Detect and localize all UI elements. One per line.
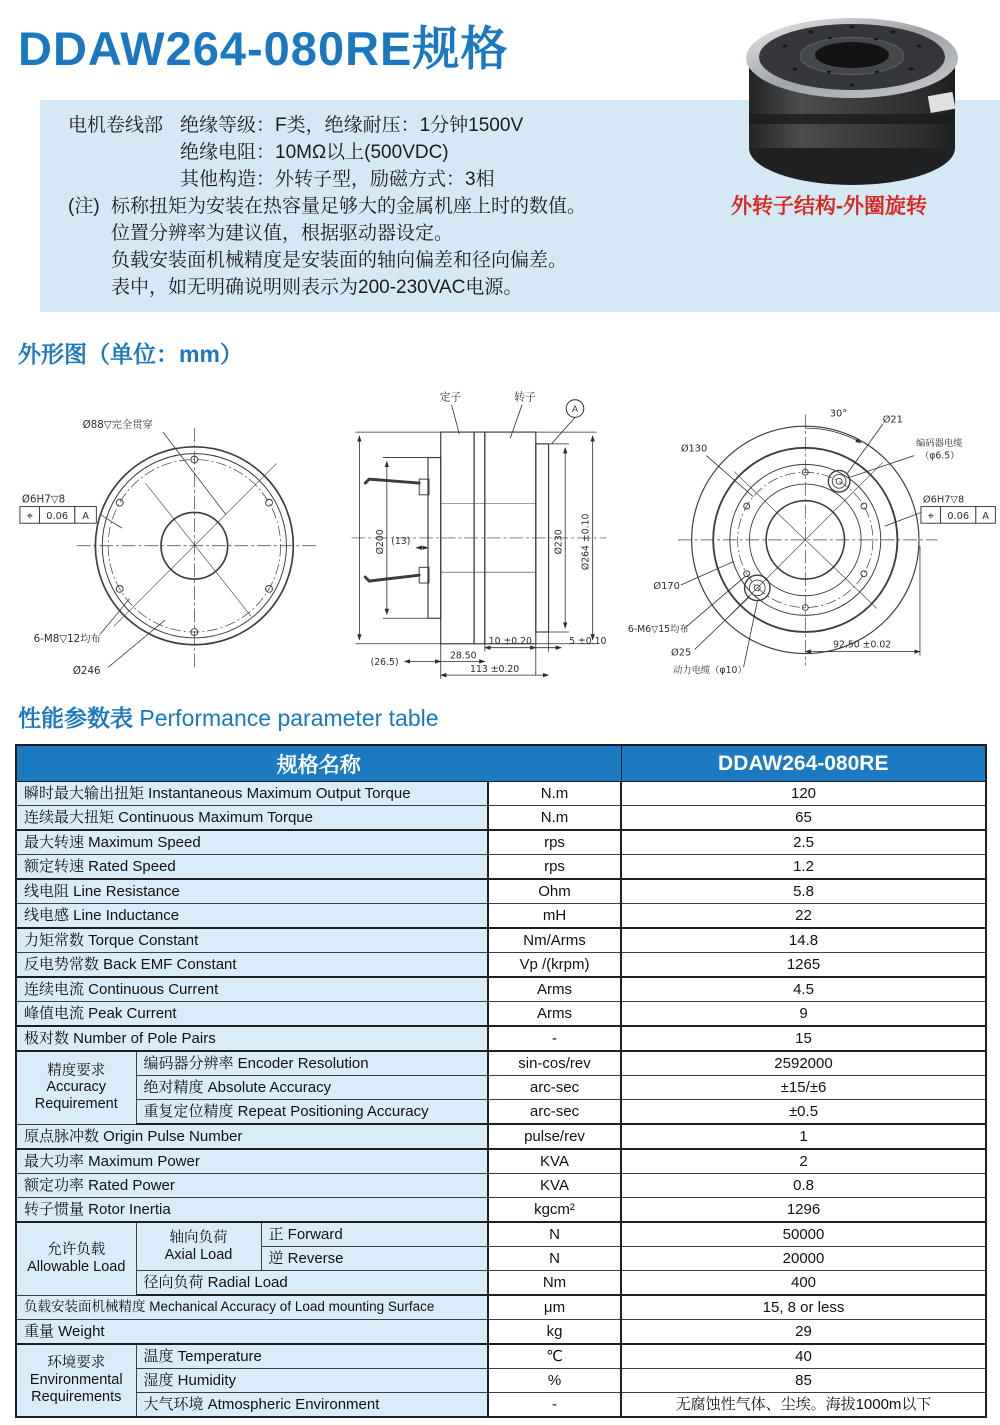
note-line — [68, 193, 586, 220]
table-row — [16, 1393, 986, 1418]
value-cell: 1265 — [621, 953, 986, 978]
value-cell: 2 — [621, 1149, 986, 1174]
header-model-column: DDAW264-080RE — [621, 745, 986, 782]
side-dia230: Ø230 — [552, 529, 564, 555]
side-d10: 10 ±0.20 — [488, 636, 532, 648]
table-row — [16, 830, 986, 855]
value-cell: 1296 — [621, 1198, 986, 1223]
table-row — [16, 782, 986, 806]
unit-cell: - — [488, 1026, 621, 1051]
value-cell: 40 — [621, 1344, 986, 1369]
param-name-cell: 额定功率 Rated Power — [16, 1174, 488, 1198]
subgroup-cell-axial-load: 轴向负荷 Axial Load — [136, 1222, 261, 1271]
param-name-cell: 负载安装面机械精度 Mechanical Accuracy of Load mounting Surface — [16, 1295, 488, 1320]
rear-encoder-cable-dia: （φ6.5） — [919, 450, 960, 462]
value-cell: 1 — [621, 1124, 986, 1149]
unit-cell: - — [488, 1393, 621, 1418]
table-row — [16, 1124, 986, 1149]
rear-gdt-tolerance: 0.06 — [946, 510, 969, 522]
table-row — [16, 977, 986, 1002]
value-cell: 65 — [621, 806, 986, 831]
table-row — [16, 1271, 986, 1296]
unit-cell: Nm/Arms — [488, 928, 621, 953]
side-dia264: Ø264 ±0.10 — [580, 513, 592, 571]
param-name-cell: 线电阻 Line Resistance — [16, 879, 488, 904]
table-row — [16, 1222, 986, 1247]
rear-gdt-frame — [921, 507, 995, 524]
front-hole-label: Ø88▽完全贯穿 — [82, 419, 153, 432]
table-row — [16, 879, 986, 904]
rear-dia21: Ø21 — [882, 414, 903, 426]
value-cell: 1.2 — [621, 855, 986, 880]
note-text-3: 负载安装面机械精度是安装面的轴向偏差和径向偏差。 — [111, 250, 568, 271]
value-cell: 20000 — [621, 1247, 986, 1271]
value-cell: 85 — [621, 1369, 986, 1393]
unit-cell: rps — [488, 855, 621, 880]
param-name-cell: 湿度 Humidity — [136, 1369, 488, 1393]
value-cell: 15 — [621, 1026, 986, 1051]
table-header-row — [16, 745, 986, 782]
side-datum-circle: A — [571, 404, 578, 415]
value-cell: 29 — [621, 1320, 986, 1345]
unit-cell: kgcm² — [488, 1198, 621, 1223]
param-name-cell: 大气环境 Atmospheric Environment — [136, 1393, 488, 1418]
group-cell-environmental: 环境要求 Environmental Requirements — [16, 1344, 136, 1417]
value-cell: ±0.5 — [621, 1100, 986, 1125]
param-name-cell: 力矩常数 Torque Constant — [16, 928, 488, 953]
table-row — [16, 806, 986, 831]
rear-dia130: Ø130 — [680, 443, 707, 455]
side-d285: 28.50 — [449, 650, 477, 662]
note-text-1: 标称扭矩为安装在热容量足够大的金属机座上时的数值。 — [111, 196, 587, 217]
table-row — [16, 1026, 986, 1051]
param-name-cell: 转子惯量 Rotor Inertia — [16, 1198, 488, 1223]
performance-section-title — [18, 700, 439, 733]
motor-product-photo — [733, 6, 971, 191]
performance-title-zh: 性能参数表 — [18, 705, 133, 731]
param-name-cell: 连续电流 Continuous Current — [16, 977, 488, 1002]
table-row — [16, 1295, 986, 1320]
param-name-cell: 额定转速 Rated Speed — [16, 855, 488, 880]
unit-cell: μm — [488, 1295, 621, 1320]
front-gdt-tolerance: 0.06 — [46, 510, 69, 522]
note-text-2: 位置分辨率为建议值，根据驱动器设定。 — [111, 223, 454, 244]
value-cell: 2592000 — [621, 1051, 986, 1076]
group-cell-accuracy: 精度要求 Accuracy Requirement — [16, 1051, 136, 1124]
rear-dia25: Ø25 — [670, 647, 691, 659]
note-label: (注) — [68, 196, 100, 217]
header-name-column: 规格名称 — [16, 745, 621, 782]
param-name-cell: 极对数 Number of Pole Pairs — [16, 1026, 488, 1051]
rear-encoder-cable-label: 编码器电缆 — [915, 437, 963, 449]
unit-cell: Nm — [488, 1271, 621, 1296]
unit-cell: KVA — [488, 1149, 621, 1174]
rear-view-drawing — [624, 378, 996, 690]
param-name-cell: 绝对精度 Absolute Accuracy — [136, 1076, 488, 1100]
rear-gdt-datum: A — [981, 510, 989, 522]
table-row — [16, 855, 986, 880]
unit-cell: rps — [488, 830, 621, 855]
table-row — [16, 1149, 986, 1174]
param-name-cell: 径向负荷 Radial Load — [136, 1271, 488, 1296]
rear-dia170: Ø170 — [652, 580, 680, 592]
unit-cell: kg — [488, 1320, 621, 1345]
front-view-drawing — [16, 378, 330, 690]
position-tolerance-symbol: ⌖ — [927, 509, 934, 523]
value-cell: 4.5 — [621, 977, 986, 1002]
table-row — [16, 1174, 986, 1198]
table-row — [16, 1198, 986, 1223]
group-cell-allowable-load: 允许负载 Allowable Load — [16, 1222, 136, 1295]
table-row — [16, 1344, 986, 1369]
rear-power-cable-label: 动力电缆（φ10） — [672, 665, 747, 677]
front-gdt-frame — [20, 507, 96, 524]
unit-cell: N.m — [488, 806, 621, 831]
unit-cell: arc-sec — [488, 1076, 621, 1100]
unit-cell: Vp /(krpm) — [488, 953, 621, 978]
table-row — [16, 1076, 986, 1100]
side-view-drawing — [330, 378, 624, 690]
param-name-cell: 温度 Temperature — [136, 1344, 488, 1369]
insulation-class-text: 绝缘等级：F类，绝缘耐压：1分钟1500V — [180, 115, 524, 136]
param-name-cell: 逆 Reverse — [261, 1247, 488, 1271]
side-d265: (26.5) — [370, 656, 399, 668]
value-cell: 22 — [621, 904, 986, 929]
param-name-cell: 线电感 Line Inductance — [16, 904, 488, 929]
param-name-cell: 峰值电流 Peak Current — [16, 1002, 488, 1027]
front-dia-label: Ø246 — [72, 665, 101, 678]
performance-table — [15, 744, 987, 1418]
param-name-cell: 重复定位精度 Repeat Positioning Accuracy — [136, 1100, 488, 1125]
photo-caption: 外转子结构-外圈旋转 — [731, 195, 927, 218]
unit-cell: pulse/rev — [488, 1124, 621, 1149]
unit-cell: N.m — [488, 782, 621, 806]
table-row — [16, 904, 986, 929]
table-row — [16, 1002, 986, 1027]
param-name-cell: 正 Forward — [261, 1222, 488, 1247]
construction-text: 其他构造：外转子型，励磁方式：3相 — [180, 169, 495, 190]
front-gdt-datum: A — [82, 510, 89, 522]
param-name-cell: 重量 Weight — [16, 1320, 488, 1345]
table-row — [16, 1100, 986, 1125]
unit-cell: Ohm — [488, 879, 621, 904]
value-cell: 120 — [621, 782, 986, 806]
table-row — [16, 1320, 986, 1345]
unit-cell: Arms — [488, 977, 621, 1002]
info-line — [68, 112, 586, 139]
value-cell: 50000 — [621, 1222, 986, 1247]
front-bolt-label: 6-M8▽12均布 — [33, 632, 101, 645]
table-row — [16, 1369, 986, 1393]
page-title: DDAW264-080RE规格 — [18, 22, 509, 75]
unit-cell: KVA — [488, 1174, 621, 1198]
unit-cell: N — [488, 1247, 621, 1271]
side-rotor-label: 转子 — [513, 390, 536, 404]
side-d13: (13) — [390, 535, 410, 547]
param-name-cell: 瞬时最大输出扭矩 Instantaneous Maximum Output Torque — [16, 782, 488, 806]
value-cell: 5.8 — [621, 879, 986, 904]
param-name-cell: 最大功率 Maximum Power — [16, 1149, 488, 1174]
rear-angle-label: 30° — [829, 408, 847, 420]
value-cell: 400 — [621, 1271, 986, 1296]
value-cell: 9 — [621, 1002, 986, 1027]
table-row — [16, 928, 986, 953]
param-name-cell: 连续最大扭矩 Continuous Maximum Torque — [16, 806, 488, 831]
value-cell: 14.8 — [621, 928, 986, 953]
performance-title-en: Performance parameter table — [139, 705, 439, 731]
unit-cell: Arms — [488, 1002, 621, 1027]
note-text-4: 表中，如无明确说明则表示为200-230VAC电源。 — [111, 277, 523, 298]
rear-bolt-label: 6-M6▽15均布 — [627, 624, 689, 636]
front-datum-label: Ø6H7▽8 — [21, 493, 66, 506]
unit-cell: mH — [488, 904, 621, 929]
side-d5: 5 ±0.10 — [568, 636, 607, 648]
insulation-resistance-text: 绝缘电阻：10MΩ以上(500VDC) — [180, 142, 449, 163]
table-row — [16, 953, 986, 978]
param-name-cell: 编码器分辨率 Encoder Resolution — [136, 1051, 488, 1076]
outline-section-title: 外形图（单位：mm） — [18, 341, 243, 367]
value-cell: 2.5 — [621, 830, 986, 855]
param-name-cell: 原点脉冲数 Origin Pulse Number — [16, 1124, 488, 1149]
value-cell: 无腐蚀性气体、尘埃。海拔1000m以下 — [621, 1393, 986, 1418]
table-row — [16, 1051, 986, 1076]
param-name-cell: 反电势常数 Back EMF Constant — [16, 953, 488, 978]
info-lead-label: 电机卷线部 — [68, 115, 164, 136]
unit-cell: sin-cos/rev — [488, 1051, 621, 1076]
unit-cell: N — [488, 1222, 621, 1247]
unit-cell: ℃ — [488, 1344, 621, 1369]
rear-dim925: 92.50 ±0.02 — [832, 639, 891, 651]
value-cell: ±15/±6 — [621, 1076, 986, 1100]
side-dia200: Ø200 — [374, 529, 386, 555]
unit-cell: % — [488, 1369, 621, 1393]
value-cell: 0.8 — [621, 1174, 986, 1198]
side-stator-label: 定子 — [439, 390, 461, 404]
side-d113: 113 ±0.20 — [469, 664, 519, 676]
value-cell: 15, 8 or less — [621, 1295, 986, 1320]
unit-cell: arc-sec — [488, 1100, 621, 1125]
rear-datum-label: Ø6H7▽8 — [922, 494, 964, 506]
param-name-cell: 最大转速 Maximum Speed — [16, 830, 488, 855]
outline-drawings — [16, 378, 996, 690]
position-tolerance-symbol: ⌖ — [26, 509, 33, 523]
